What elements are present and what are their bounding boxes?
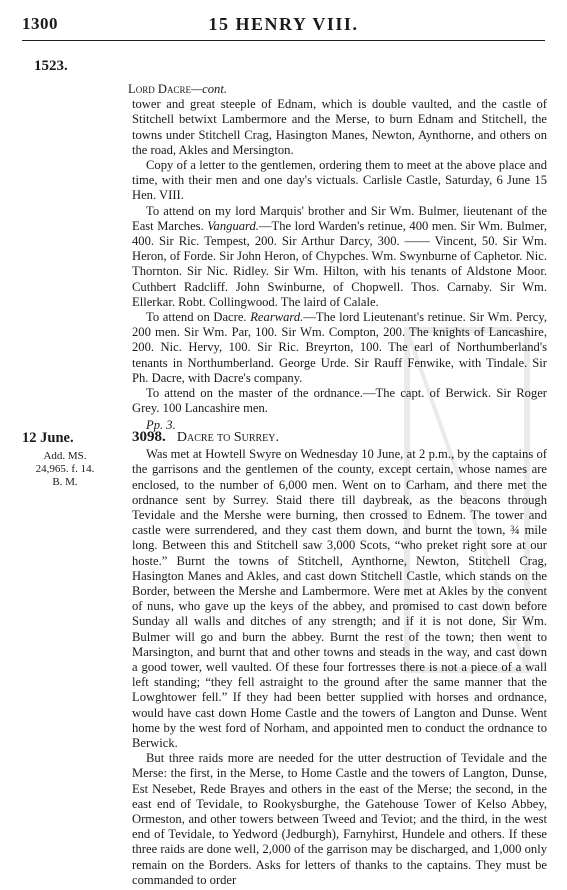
entry-number: 3098. xyxy=(132,429,166,445)
paragraph-vanguard xyxy=(132,204,547,310)
page-number: 1300 xyxy=(22,14,58,33)
rearward-intro: To attend on Dacre. xyxy=(146,310,247,325)
entry-date: 12 June. xyxy=(22,430,74,446)
source-reference xyxy=(30,450,100,489)
vanguard-text: —The lord Warden's retinue, 400 men. Sir Wm. Bulmer, 400. Sir Ric. Tempest, 200. Sir Arthur Darcy, 300. —— Vincent, 50. Sir Wm. Heron, of Forde. Sir John Heron, of Chypches. Wm. Swynburne of Caphetor. Nic. Thornton. Sir Nic. Ridley. Sir Wm. Hilton, with his tenants of Aldstone Moor. Cuthbert Radcliff. John Swinburne, of Chopwell. Thos. Carnaby. Sir Wm. Ellerkar. Robt. Collingwood. The laird of Calale. xyxy=(132,218,547,309)
running-head xyxy=(22,14,545,38)
rearward-label: Rearward. xyxy=(250,310,304,325)
rearward-text: —The lord Lieutenant's retinue. Sir Wm. Percy, 200 men. Sir Wm. Par, 100. Sir Wm. Compton, 200. The knights of Lancashire, 200. Nic. Hervy, 100. Sir Ric. Breyrton, 100. The earl of Northumberland's tenants in Northumberland. George Urde. Sir Rauff Fenwike, with Tindale. Sir Ph. Dacre, with Dacre's company. xyxy=(132,310,547,385)
header-rule xyxy=(22,40,545,41)
paragraph: To attend on the master of the ordnance.—The capt. of Berwick. Sir Roger Grey. 100 Lancashire men. xyxy=(132,386,547,416)
source-line: 24,965. f. 14. xyxy=(35,463,95,475)
vanguard-intro: To attend on my lord Marquis' brother and Sir Wm. Bulmer, lieutenant of the East Marches. xyxy=(132,203,547,233)
entry-heading-name: Lord Dacre xyxy=(128,82,191,96)
entry-continued xyxy=(128,82,547,434)
paragraph-rearward xyxy=(132,310,547,386)
entry-heading xyxy=(132,430,547,445)
page-count: Pp. 3. xyxy=(146,418,176,433)
entry-heading-cont: —cont. xyxy=(190,82,227,96)
paragraph: But three raids more are needed for the utter destruction of Tevidale and the Merse: the first, in the Merse, to Home Castle and the towers of Langton, Dunse, Est Nesebet, Rede Brayes and others in the east of the Merse; the second, in the east end of Tevidale, to Rookysburghe, the Gatehouse Tower of Kelso Abbey, Ormeston, and other towers between Tweed and Teviot; and the third, in the west end of Tevidale, to Yedword (Jedburgh), Farnyhirst, Hundele and others. If these three raids are done well, 2,000 of the garrison may be discharged, and 1,000 only remain on the Borders. Asks for letters of thanks to the captains. They must be commanded to order xyxy=(132,751,547,887)
entry-heading xyxy=(128,82,547,97)
margin-year: 1523. xyxy=(34,58,68,74)
paragraph: Was met at Howtell Swyre on Wednesday 10 June, at 2 p.m., by the captains of the garrisons and the gentlemen of the county, except certain, whose names are enclosed, to the number of 6,000 men. Went on to Carham, and there met the ordnance sent by Surrey. Staid there till daybreak, as the beacons through Tevidale and the Mershe were burning, then crossed to Ednem. The tower and castle were surrendered, and they cast them down, and burnt the town, ¾ mile long. Between this and Stitchell saw 3,000 Scots, “who preket right sore at our hoste.” Burnt the towns of Stitchell, Aynthorne, Newton, Stitchell Crag, Hasington Manes and Akles, and cast down Stitchell Castle, which stands on the Border, between the Mershe and Lambermore. Were met at Akles by the convent of nuns, who gave up the keys of the abbey, and promised to cast down before Sunday all walls and ditches of any strength; and if it is not done, Sir Wm. Bulmer will go and burn the abbey. Burnt the rest of the town; then went to Marsington, and burnt that and other towns and steads in the way, and cast down a good tower, well vaulted. Of these four fortresses there is not a piece of a wall left standing; “they fell astraight to the ground after the same manner that the Lowghtower fell.” If they had been better supplied with horses and ordnance, would have cast down Home Castle and the towers of Langton and Dunse. Went home by the west ford of Norham, and appointed men to conduct the ordnance to Berwick. xyxy=(132,447,547,751)
source-line: Add. MS. xyxy=(43,450,87,462)
entry-3098 xyxy=(132,430,547,888)
paragraph: Copy of a letter to the gentlemen, ordering them to meet at the above place and time, with their men and one day's victuals. Carlisle Castle, Saturday, 6 June 15 Hen. VIII. xyxy=(132,158,547,203)
paragraph: tower and great steeple of Ednam, which is double vaulted, and the castle of Stitchell betwixt Lambermore and the Merse, to burn Ednam and Stitchell, the towns under Stitchell Crag, Hasington Manes, Newton, Aynthorne, and others on the road, Akles and Mersington. xyxy=(132,97,547,157)
reign-heading: 15 HENRY VIII. xyxy=(208,14,359,34)
entry-title: Dacre to Surrey. xyxy=(176,430,280,445)
vanguard-label: Vanguard. xyxy=(207,218,259,233)
source-line: B. M. xyxy=(52,476,78,488)
